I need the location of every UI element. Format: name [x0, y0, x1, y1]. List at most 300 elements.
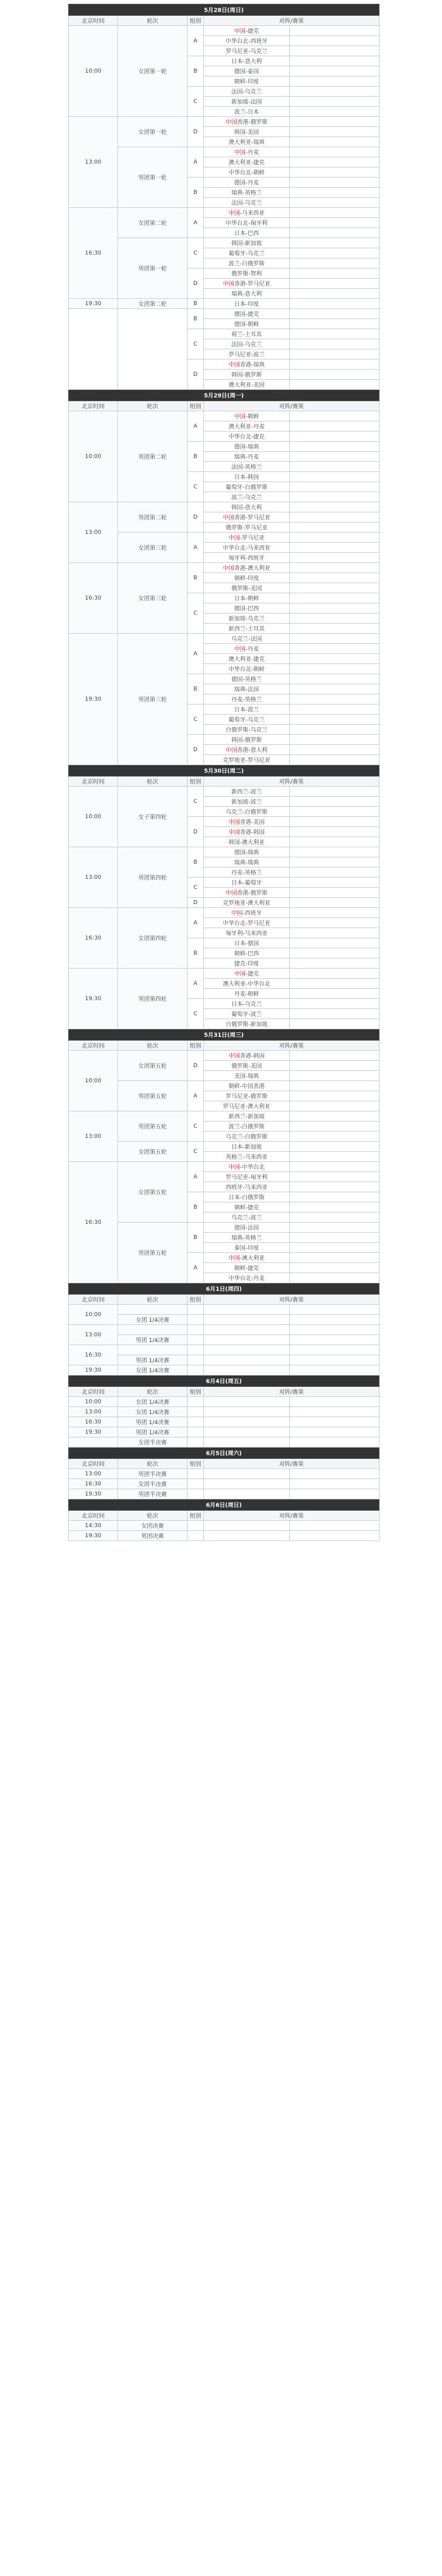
result-cell [290, 888, 379, 898]
time-cell: 14:30 [69, 1521, 118, 1531]
match-cell: 乌克兰-波兰 [204, 1212, 290, 1223]
col-header-event: 轮次 [118, 1387, 188, 1397]
match-cell [204, 1437, 290, 1448]
match-cell: 朝鲜-印度 [204, 76, 290, 87]
time-cell [69, 309, 118, 390]
result-cell [290, 36, 379, 46]
result-cell [290, 807, 379, 817]
time-cell: 19:30 [69, 299, 118, 309]
match-cell [204, 1315, 290, 1325]
result-cell [290, 137, 379, 147]
col-header-group: 组别 [188, 1387, 204, 1397]
col-header-time: 北京时间 [69, 1387, 118, 1397]
group-cell: B [188, 56, 204, 87]
match-cell: 朝鲜-捷克 [204, 1263, 290, 1273]
result-cell [290, 299, 379, 309]
match-row [69, 1397, 379, 1407]
col-header-match: 对阵/赛果 [204, 401, 379, 411]
china-highlight: 中国 [228, 1164, 240, 1171]
time-cell: 16:30 [69, 1479, 118, 1489]
col-header-time: 北京时间 [69, 16, 118, 26]
match-row [69, 563, 379, 573]
match-row [69, 411, 379, 421]
match-cell: 中国香港-俄罗斯 [204, 888, 290, 898]
result-cell [290, 593, 379, 603]
result-cell [290, 1233, 379, 1243]
result-cell [290, 1335, 379, 1345]
group-cell [188, 1345, 204, 1355]
event-cell: 女团半决赛 [118, 1437, 188, 1448]
match-cell: 德国-捷克 [204, 309, 290, 319]
event-cell: 男团决赛 [118, 1531, 188, 1541]
result-cell [290, 1162, 379, 1172]
match-cell: 波兰-白俄罗斯 [204, 258, 290, 269]
group-cell: A [188, 969, 204, 999]
event-cell [118, 1305, 188, 1315]
match-cell [204, 1479, 290, 1489]
result-cell [290, 1071, 379, 1081]
result-cell [290, 87, 379, 97]
match-cell: 日本-波兰 [204, 704, 290, 715]
match-cell: 中国香港-罗马尼亚 [204, 512, 290, 523]
group-cell: B [188, 847, 204, 878]
group-cell: C [188, 878, 204, 898]
result-cell [290, 329, 379, 339]
column-header-row [69, 1041, 379, 1051]
group-cell [188, 1427, 204, 1437]
day-title: 6月5日(周六) [69, 1448, 379, 1459]
time-cell: 10:00 [69, 411, 118, 502]
result-cell [290, 208, 379, 218]
col-header-event: 轮次 [118, 16, 188, 26]
group-cell: D [188, 735, 204, 765]
event-cell: 男团第一轮 [118, 147, 188, 208]
result-cell [290, 1101, 379, 1111]
china-highlight: 中国 [228, 362, 240, 368]
group-cell: C [188, 238, 204, 269]
event-cell: 女团第一轮 [118, 26, 188, 117]
result-cell [290, 1061, 379, 1071]
match-cell: 朝鲜-中国香港 [204, 1081, 290, 1091]
result-cell [290, 157, 379, 167]
event-cell: 女团第二轮 [118, 299, 188, 309]
result-cell [290, 167, 379, 178]
time-cell: 16:30 [69, 1162, 118, 1283]
result-cell [290, 989, 379, 999]
match-row [69, 908, 379, 918]
result-cell [290, 745, 379, 755]
column-header-row [69, 1295, 379, 1305]
match-cell: 乌克兰-白俄罗斯 [204, 807, 290, 817]
match-cell: 日本-朝鲜 [204, 593, 290, 603]
match-cell: 白俄罗斯-乌克兰 [204, 725, 290, 735]
match-cell: 德国-瑞典 [204, 442, 290, 452]
result-cell [290, 421, 379, 432]
result-cell [290, 999, 379, 1009]
result-cell [290, 553, 379, 563]
match-cell: 西班牙-马来西亚 [204, 1182, 290, 1192]
china-highlight: 中国 [228, 1053, 240, 1060]
match-cell: 罗马尼亚-澳大利亚 [204, 1101, 290, 1111]
match-cell: 泰国-印度 [204, 1243, 290, 1253]
group-cell: A [188, 1162, 204, 1192]
result-cell [290, 1325, 379, 1335]
match-row [69, 1407, 379, 1417]
time-cell: 13:00 [69, 117, 118, 208]
match-cell: 中国-朝鲜 [204, 411, 290, 421]
match-cell: 罗马尼亚-乌克兰 [204, 46, 290, 56]
event-cell: 女团半决赛 [118, 1479, 188, 1489]
match-cell: 中华台北-朝鲜 [204, 167, 290, 178]
result-cell [290, 938, 379, 948]
result-cell [290, 827, 379, 837]
day-header-row [69, 1283, 379, 1295]
group-cell: A [188, 908, 204, 938]
result-cell [290, 1397, 379, 1407]
result-cell [290, 1315, 379, 1325]
result-cell [290, 1142, 379, 1152]
match-cell: 白俄罗斯-新加坡 [204, 1019, 290, 1029]
result-cell [290, 1531, 379, 1541]
match-cell: 美国-瑞典 [204, 1071, 290, 1081]
column-header-row [69, 1387, 379, 1397]
match-row [69, 787, 379, 797]
match-cell: 匈牙利-西班牙 [204, 553, 290, 563]
group-cell: B [188, 938, 204, 969]
group-cell: C [188, 1142, 204, 1162]
result-cell [290, 1365, 379, 1376]
match-row [69, 969, 379, 979]
group-cell: D [188, 502, 204, 533]
match-cell: 日本-乌克兰 [204, 999, 290, 1009]
result-cell [290, 1427, 379, 1437]
result-cell [290, 694, 379, 704]
match-cell: 中国香港-韩国 [204, 1051, 290, 1061]
match-row [69, 1365, 379, 1376]
result-cell [290, 107, 379, 117]
col-header-time: 北京时间 [69, 777, 118, 787]
col-header-group: 组别 [188, 1295, 204, 1305]
time-cell: 16:30 [69, 208, 118, 299]
match-cell: 韩国-澳大利亚 [204, 837, 290, 847]
result-cell [290, 573, 379, 583]
china-highlight: 中国 [228, 819, 240, 826]
result-cell [290, 1437, 379, 1448]
group-cell: C [188, 593, 204, 634]
result-cell [290, 644, 379, 654]
result-cell [290, 472, 379, 482]
match-cell: 中国香港-美国 [204, 817, 290, 827]
match-cell: 法国-英格兰 [204, 462, 290, 472]
group-cell: B [188, 299, 204, 309]
result-cell [290, 837, 379, 847]
china-highlight: 中国 [234, 646, 246, 653]
result-cell [290, 735, 379, 745]
time-cell: 10:00 [69, 1397, 118, 1407]
col-header-group: 组别 [188, 1511, 204, 1521]
match-row [69, 1531, 379, 1541]
group-cell: D [188, 1051, 204, 1081]
col-header-event: 轮次 [118, 1511, 188, 1521]
group-cell [188, 1325, 204, 1335]
match-cell: 匈牙利-马来西亚 [204, 928, 290, 938]
match-cell: 中国香港-澳大利亚 [204, 563, 290, 573]
china-highlight: 中国 [225, 747, 237, 754]
result-cell [290, 1305, 379, 1315]
china-highlight: 中国 [228, 1255, 240, 1262]
result-cell [290, 188, 379, 198]
match-cell: 德国-丹麦 [204, 178, 290, 188]
match-cell [204, 1407, 290, 1417]
match-cell: 中国-丹麦 [204, 644, 290, 654]
result-cell [290, 319, 379, 329]
result-cell [290, 1122, 379, 1132]
event-cell: 女团第二轮 [118, 208, 188, 238]
result-cell [290, 380, 379, 390]
group-cell: B [188, 674, 204, 704]
result-cell [290, 533, 379, 543]
match-cell: 克罗地亚-罗马尼亚 [204, 755, 290, 765]
match-cell: 中国香港-罗马尼亚 [204, 279, 290, 289]
column-header-row [69, 401, 379, 411]
result-cell [290, 1212, 379, 1223]
result-cell [290, 1253, 379, 1263]
event-cell: 男团 1/4决赛 [118, 1427, 188, 1437]
event-cell: 男团第四轮 [118, 969, 188, 1029]
group-cell: C [188, 1111, 204, 1142]
result-cell [290, 1479, 379, 1489]
match-cell: 日本-韩国 [204, 472, 290, 482]
result-cell [290, 452, 379, 462]
col-header-event: 轮次 [118, 1041, 188, 1051]
result-cell [290, 258, 379, 269]
col-header-time: 北京时间 [69, 401, 118, 411]
match-cell [204, 1335, 290, 1345]
china-highlight: 中国 [234, 150, 246, 156]
result-cell [290, 178, 379, 188]
result-cell [290, 684, 379, 694]
match-cell: 中华台北-罗马尼亚 [204, 918, 290, 928]
china-highlight: 中国 [222, 515, 234, 521]
match-cell: 法国-乌克兰 [204, 87, 290, 97]
match-row [69, 502, 379, 512]
time-cell: 13:00 [69, 847, 118, 908]
result-cell [290, 1223, 379, 1233]
result-cell [290, 1243, 379, 1253]
event-cell: 女团第五轮 [118, 1142, 188, 1162]
match-cell: 澳大利亚-美国 [204, 380, 290, 390]
group-cell: D [188, 269, 204, 299]
result-cell [290, 1273, 379, 1283]
match-cell: 葡萄牙-波兰 [204, 1009, 290, 1019]
match-cell [204, 1521, 290, 1531]
match-cell [204, 1417, 290, 1427]
match-cell [204, 1305, 290, 1315]
col-header-event: 轮次 [118, 1295, 188, 1305]
china-highlight: 中国 [228, 830, 240, 836]
time-cell: 10:00 [69, 1051, 118, 1111]
time-cell: 16:30 [69, 1345, 118, 1365]
event-cell: 女团决赛 [118, 1521, 188, 1531]
col-header-match: 对阵/赛果 [204, 1511, 379, 1521]
group-cell [188, 1335, 204, 1345]
group-cell [188, 1531, 204, 1541]
day-title: 6月6日(周日) [69, 1499, 379, 1511]
match-cell: 韩国-俄罗斯 [204, 735, 290, 745]
match-cell: 日本-巴西 [204, 228, 290, 238]
result-cell [290, 26, 379, 36]
col-header-match: 对阵/赛果 [204, 1041, 379, 1051]
column-header-row [69, 1459, 379, 1469]
result-cell [290, 97, 379, 107]
schedule-table [68, 4, 379, 1541]
result-cell [290, 847, 379, 857]
day-header-row [69, 390, 379, 401]
result-cell [290, 1152, 379, 1162]
match-cell: 俄罗斯-美国 [204, 1061, 290, 1071]
column-header-row [69, 1511, 379, 1521]
day-header-row [69, 1448, 379, 1459]
result-cell [290, 228, 379, 238]
result-cell [290, 411, 379, 421]
match-row [69, 299, 379, 309]
result-cell [290, 1263, 379, 1273]
time-cell: 10:00 [69, 787, 118, 847]
event-cell: 男团 1/4决赛 [118, 1355, 188, 1365]
match-cell: 瑞典-法国 [204, 684, 290, 694]
day-title: 5月30日(周二) [69, 765, 379, 777]
event-cell [118, 1345, 188, 1355]
event-cell: 男团第三轮 [118, 634, 188, 765]
match-cell: 中华台北-匈牙利 [204, 218, 290, 228]
col-header-event: 轮次 [118, 401, 188, 411]
match-row [69, 1111, 379, 1122]
match-row [69, 117, 379, 127]
day-header-row [69, 4, 379, 16]
match-row [69, 309, 379, 319]
group-cell [188, 1469, 204, 1479]
match-row [69, 1479, 379, 1489]
match-cell: 荷兰-土耳其 [204, 329, 290, 339]
match-row [69, 1417, 379, 1427]
event-cell: 男团第五轮 [118, 1223, 188, 1283]
group-cell: D [188, 360, 204, 390]
group-cell: C [188, 87, 204, 117]
day-header-row [69, 1376, 379, 1387]
match-row [69, 1051, 379, 1061]
event-cell: 男团第五轮 [118, 1111, 188, 1142]
match-cell: 捷克-印度 [204, 958, 290, 969]
group-cell: C [188, 999, 204, 1029]
result-cell [290, 583, 379, 593]
match-cell: 德国-朝鲜 [204, 319, 290, 329]
result-cell [290, 624, 379, 634]
time-cell: 16:30 [69, 563, 118, 634]
result-cell [290, 948, 379, 958]
col-header-group: 组别 [188, 1459, 204, 1469]
col-header-time: 北京时间 [69, 1511, 118, 1521]
match-cell: 新加坡-法国 [204, 97, 290, 107]
result-cell [290, 1111, 379, 1122]
match-cell: 克罗地亚-澳大利亚 [204, 898, 290, 908]
match-cell: 乌克兰-法国 [204, 634, 290, 644]
result-cell [290, 1355, 379, 1365]
match-cell: 德国-英格兰 [204, 674, 290, 684]
match-cell: 新西兰-土耳其 [204, 624, 290, 634]
match-cell: 英格兰-马来西亚 [204, 1152, 290, 1162]
group-cell: A [188, 533, 204, 563]
match-cell: 中国-马来西亚 [204, 208, 290, 218]
result-cell [290, 523, 379, 533]
match-cell: 日本-新加坡 [204, 1142, 290, 1152]
day-title: 5月31日(周三) [69, 1029, 379, 1041]
day-title: 6月4日(周五) [69, 1376, 379, 1387]
group-cell: B [188, 178, 204, 208]
event-cell: 男团第二轮 [118, 502, 188, 533]
result-cell [290, 654, 379, 664]
match-cell: 中国-澳大利亚 [204, 1253, 290, 1263]
group-cell: A [188, 208, 204, 238]
day-title: 5月29日(周一) [69, 390, 379, 401]
event-cell: 男团第四轮 [118, 847, 188, 908]
group-cell [188, 1305, 204, 1315]
result-cell [290, 512, 379, 523]
result-cell [290, 1172, 379, 1182]
result-cell [290, 279, 379, 289]
event-cell: 女团第一轮 [118, 117, 188, 147]
match-cell: 韩国-新加坡 [204, 238, 290, 248]
result-cell [290, 442, 379, 452]
result-cell [290, 797, 379, 807]
result-cell [290, 309, 379, 319]
group-cell: C [188, 329, 204, 360]
match-cell: 中国香港-意大利 [204, 745, 290, 755]
match-cell: 新西兰-波兰 [204, 787, 290, 797]
match-cell: 日本-白俄罗斯 [204, 1192, 290, 1202]
result-cell [290, 664, 379, 674]
time-cell: 19:30 [69, 969, 118, 1029]
result-cell [290, 1019, 379, 1029]
match-cell [204, 1345, 290, 1355]
match-cell: 中华台北-朝鲜 [204, 664, 290, 674]
event-cell: 女团 1/4决赛 [118, 1315, 188, 1325]
group-cell [188, 1489, 204, 1499]
match-cell: 朝鲜-捷克 [204, 1202, 290, 1212]
match-cell: 中华台北-丹麦 [204, 1273, 290, 1283]
match-cell: 朝鲜-巴西 [204, 948, 290, 958]
group-cell [188, 1315, 204, 1325]
event-cell [118, 1325, 188, 1335]
result-cell [290, 563, 379, 573]
result-cell [290, 46, 379, 56]
match-cell: 俄罗斯-罗马尼亚 [204, 523, 290, 533]
china-highlight: 中国 [222, 281, 234, 287]
result-cell [290, 339, 379, 349]
day-header-row [69, 1499, 379, 1511]
match-cell: 韩国-意大利 [204, 502, 290, 512]
col-header-event: 轮次 [118, 777, 188, 787]
group-cell: D [188, 117, 204, 147]
match-cell: 瑞典-丹麦 [204, 452, 290, 462]
match-row [69, 26, 379, 36]
time-cell: 13:00 [69, 1469, 118, 1479]
result-cell [290, 360, 379, 370]
event-cell: 男团 1/4决赛 [118, 1417, 188, 1427]
column-header-row [69, 16, 379, 26]
group-cell: B [188, 309, 204, 329]
china-highlight: 中国 [225, 890, 237, 897]
match-cell: 中国香港-俄罗斯 [204, 117, 290, 127]
